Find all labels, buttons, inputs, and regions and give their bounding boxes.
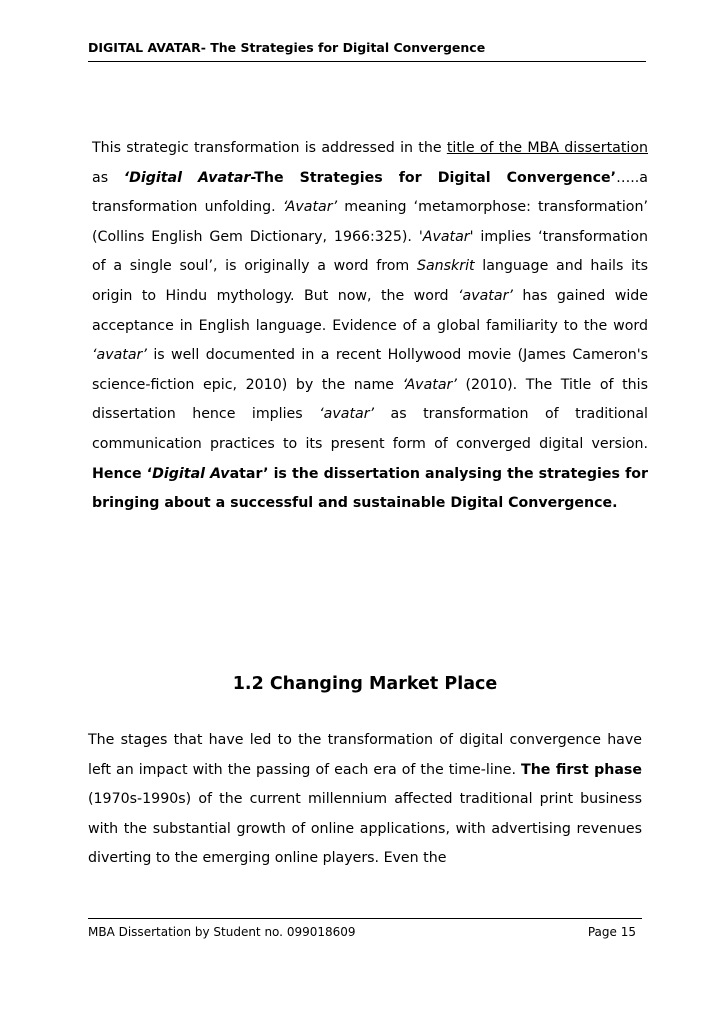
text-run: (1970s-1990s) of the current millennium affected traditional print business with the substantial growth of online applications, with advertising revenues diverting to the emerging online players. Even the — [88, 791, 642, 866]
text-run: language and hails its origin to Hindu mythology. But now, the word — [92, 258, 648, 304]
italic-text: ‘avatar’ — [319, 406, 375, 423]
italic-text: Sanskrit — [416, 258, 475, 275]
footer-author: MBA Dissertation by Student no. 099018609 — [88, 925, 356, 939]
text-run: (2010). The Title of this dissertation hence implies — [92, 376, 648, 423]
page-footer — [88, 918, 642, 939]
text-run: as — [92, 169, 124, 186]
italic-text: ‘Avatar’ — [402, 376, 457, 393]
italic-text: ‘avatar’ — [458, 287, 513, 304]
text-run: The stages that have led to the transformation of digital convergence have left an impact with the passing of each era of the time-line. — [88, 732, 642, 778]
section-heading: 1.2 Changing Market Place — [232, 674, 498, 694]
italic-text: ‘avatar’ — [92, 347, 147, 364]
text-run: is well documented in a recent Hollywood movie (James Cameron's science-fiction epic, 2010) by the name — [92, 347, 648, 393]
italic-text: Avatar — [422, 228, 470, 245]
paragraph-title-explanation — [92, 134, 648, 519]
bold-text: -The Strategies for Digital Convergence’ — [250, 169, 617, 186]
text-run: meaning ‘metamorphose: transformation’ (Collins English Gem Dictionary, 1966:325). ' — [92, 199, 648, 245]
text-run: as transformation of traditional communication practices to its present form of converged digital version. — [92, 406, 648, 452]
text-run: ' implies ‘transformation of a single soul’, is originally a word from — [92, 228, 649, 275]
text-run: …..a transformation unfolding. — [92, 169, 648, 216]
bold-text: The first phase — [521, 761, 642, 778]
text-run: This strategic transformation is addressed in the — [92, 140, 447, 156]
bold-text: atar’ is the dissertation analysing the strategies for bringing about a successful and sustainable Digital Convergence. — [92, 465, 648, 512]
bold-italic-text: ‘Digital Avatar — [123, 169, 251, 186]
running-header — [88, 40, 646, 62]
paragraph-market-place — [88, 726, 642, 874]
page-number: Page 15 — [587, 925, 636, 939]
running-header-title: DIGITAL AVATAR- The Strategies for Digital Convergence — [88, 40, 486, 55]
text-run: has gained wide acceptance in English language. Evidence of a global familiarity to the word — [92, 287, 648, 334]
bold-text: Hence ‘ — [92, 465, 153, 482]
underlined-text: title of the MBA dissertation — [446, 140, 648, 156]
bold-italic-text: Digital Av — [152, 465, 230, 482]
italic-text: ‘Avatar’ — [282, 199, 338, 216]
